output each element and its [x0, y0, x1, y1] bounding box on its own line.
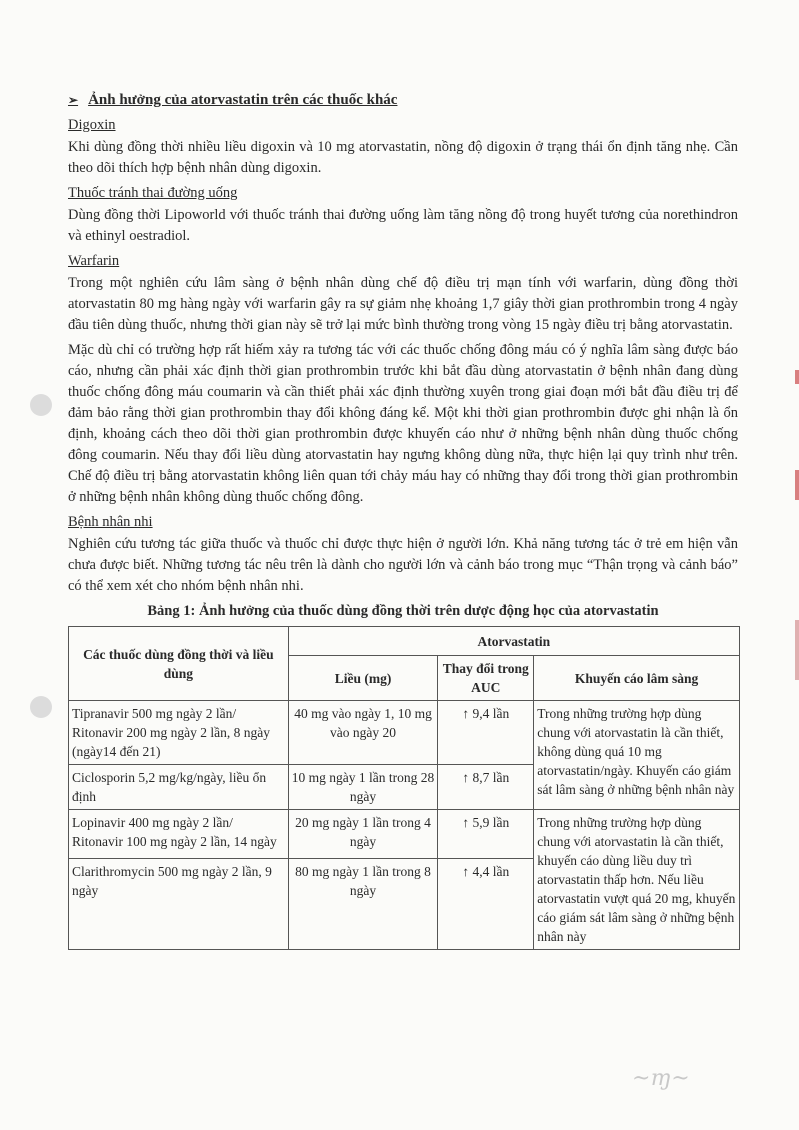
header-recommendation: Khuyến cáo lâm sàng: [534, 656, 740, 701]
edge-mark: [795, 620, 799, 680]
header-atorvastatin: Atorvastatin: [288, 627, 739, 656]
section-title: [68, 92, 738, 109]
table-row: [69, 810, 740, 859]
recommendation-cell: Trong những trường hợp dùng chung với atorvastatin là cần thiết, không dùng quá 10 mg atorvastatin/ngày. Khuyến cáo giám sát lâm sàng ở những bệnh nhân này: [534, 701, 740, 810]
subheading: Thuốc tránh thai đường uống: [68, 185, 238, 201]
document-page: [68, 92, 738, 950]
table-title: Bảng 1: Ảnh hưởng của thuốc dùng đồng thời trên dược động học của atorvastatin: [147, 603, 659, 619]
document-body: [68, 115, 738, 597]
drug-cell: Ciclosporin 5,2 mg/kg/ngày, liều ổn định: [69, 765, 289, 810]
drug-cell: Clarithromycin 500 mg ngày 2 lần, 9 ngày: [69, 859, 289, 950]
edge-mark: [795, 370, 799, 384]
auc-cell: ↑ 4,4 lần: [438, 859, 534, 950]
subheading: Bệnh nhân nhi: [68, 514, 153, 530]
section-title-text: Ảnh hưởng của atorvastatin trên các thuốc khác: [88, 92, 398, 108]
drug-cell: Lopinavir 400 mg ngày 2 lần/ Ritonavir 100 mg ngày 2 lần, 14 ngày: [69, 810, 289, 859]
dose-cell: 80 mg ngày 1 lần trong 8 ngày: [288, 859, 438, 950]
recommendation-cell: Trong những trường hợp dùng chung với atorvastatin là cần thiết, khuyến cáo dùng liều duy trì atorvastatin thấp hơn. Nếu liều atorvastatin vượt quá 20 mg, khuyến cáo giám sát lâm sàng ở những bệnh nhân này: [534, 810, 740, 950]
paragraph: Dùng đồng thời Lipoworld với thuốc tránh thai đường uống làm tăng nồng độ trong huyết tương của norethindron và ethinyl oestradiol.: [68, 207, 738, 244]
header-auc: Thay đổi trong AUC: [438, 656, 534, 701]
subheading: Digoxin: [68, 117, 116, 133]
arrow-bullet-icon: ➢: [68, 93, 79, 107]
auc-cell: ↑ 5,9 lần: [438, 810, 534, 859]
interaction-table: [68, 626, 740, 950]
drug-cell: Tipranavir 500 mg ngày 2 lần/ Ritonavir 200 mg ngày 2 lần, 8 ngày (ngày14 đến 21): [69, 701, 289, 765]
dose-cell: 40 mg vào ngày 1, 10 mg vào ngày 20: [288, 701, 438, 765]
handwritten-initials: ~ɱ~: [632, 1066, 690, 1091]
paragraph: Khi dùng đồng thời nhiều liều digoxin và 10 mg atorvastatin, nồng độ digoxin ở trạng thái ổn định tăng nhẹ. Cần theo dõi thích hợp bệnh nhân dùng digoxin.: [68, 139, 738, 176]
paragraph: Nghiên cứu tương tác giữa thuốc và thuốc chỉ được thực hiện ở người lớn. Khả năng tương tác ở trẻ em hiện vẫn chưa được biết. Những tương tác nêu trên là dành cho người lớn và cảnh báo trong mục “Thận trọng và cảnh báo” có thể xem xét cho nhóm bệnh nhân nhi.: [68, 536, 738, 594]
auc-cell: ↑ 8,7 lần: [438, 765, 534, 810]
header-dose: Liều (mg): [288, 656, 438, 701]
paragraph: Trong một nghiên cứu lâm sàng ở bệnh nhân dùng chế độ điều trị mạn tính với warfarin, dùng đồng thời atorvastatin 80 mg hàng ngày với warfarin gây ra sự giảm nhẹ khoảng 1,7 giây thời gian prothrombin trong 4 ngày đầu tiên dùng thuốc, nhưng thời gian này sẽ trở lại mức bình thường trong vòng 15 ngày điều trị bằng atorvastatin.: [68, 275, 738, 333]
auc-cell: ↑ 9,4 lần: [438, 701, 534, 765]
punch-hole-top: [30, 394, 52, 416]
punch-hole-bottom: [30, 696, 52, 718]
header-drugs: Các thuốc dùng đồng thời và liều dùng: [69, 627, 289, 701]
subheading: Warfarin: [68, 253, 120, 269]
table-row: [69, 701, 740, 765]
edge-mark: [795, 470, 799, 500]
dose-cell: 10 mg ngày 1 lần trong 28 ngày: [288, 765, 438, 810]
paragraph: Mặc dù chỉ có trường hợp rất hiếm xảy ra tương tác với các thuốc chống đông máu có ý nghĩa lâm sàng được báo cáo, nhưng cần phải xác định thời gian prothrombin trước khi bắt đầu dùng atorvastatin ở bệnh nhân đang dùng thuốc chống đông máu coumarin và cần thiết phải xác định thường xuyên trong giai đoạn mới bắt đầu điều trị để đảm bảo rằng thời gian prothrombin thay đổi không đáng kể. Một khi thời gian prothrombin được ghi nhận là ổn định, khoảng cách theo dõi thời gian prothrombin được khuyến cáo như ở những bệnh nhân dùng thuốc chống đông coumarin. Nếu thay đổi liều dùng atorvastatin hay ngưng không dùng nữa, thực hiện lại quy trình như trên. Chế độ điều trị bằng atorvastatin không liên quan tới chảy máu hay có những thay đổi trong thời gian prothrombin ở những bệnh nhân không dùng thuốc chống đông.: [68, 342, 738, 505]
dose-cell: 20 mg ngày 1 lần trong 4 ngày: [288, 810, 438, 859]
